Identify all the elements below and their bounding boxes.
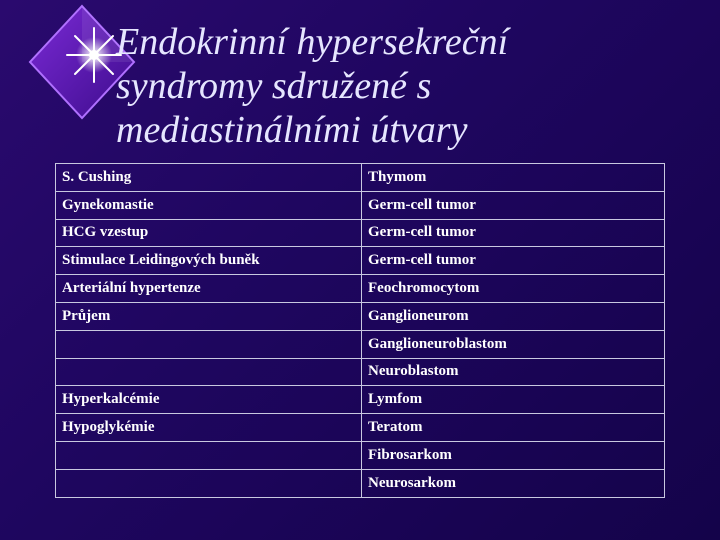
- tumor-cell: Thymom: [362, 164, 665, 192]
- slide-title: [116, 20, 706, 152]
- table-row: [56, 191, 665, 219]
- syndrome-cell: Arteriální hypertenze: [56, 275, 362, 303]
- syndrome-cell: [56, 441, 362, 469]
- title-line-3: mediastinálními útvary: [116, 109, 468, 151]
- title-line-2: syndromy sdružené s: [116, 65, 432, 107]
- title-line-1: Endokrinní hypersekreční: [116, 21, 509, 63]
- table-row: [56, 469, 665, 497]
- syndrome-cell: S. Cushing: [56, 164, 362, 192]
- syndrome-cell: [56, 358, 362, 386]
- syndrome-cell: [56, 469, 362, 497]
- syndrome-cell: Stimulace Leidingových buněk: [56, 247, 362, 275]
- tumor-cell: Teratom: [362, 414, 665, 442]
- tumor-cell: Feochromocytom: [362, 275, 665, 303]
- tumor-cell: Neuroblastom: [362, 358, 665, 386]
- table-row: [56, 247, 665, 275]
- tumor-cell: Germ-cell tumor: [362, 219, 665, 247]
- syndrome-cell: Hyperkalcémie: [56, 386, 362, 414]
- tumor-cell: Fibrosarkom: [362, 441, 665, 469]
- table-row: [56, 441, 665, 469]
- tumor-cell: Ganglioneurom: [362, 302, 665, 330]
- table-row: [56, 302, 665, 330]
- syndromes-table: [55, 163, 665, 498]
- tumor-cell: Neurosarkom: [362, 469, 665, 497]
- table-row: [56, 358, 665, 386]
- syndrome-cell: HCG vzestup: [56, 219, 362, 247]
- table-row: [56, 386, 665, 414]
- syndrome-cell: Průjem: [56, 302, 362, 330]
- tumor-cell: Lymfom: [362, 386, 665, 414]
- table-row: [56, 414, 665, 442]
- table-row: [56, 275, 665, 303]
- table-row: [56, 164, 665, 192]
- tumor-cell: Germ-cell tumor: [362, 247, 665, 275]
- syndrome-cell: Gynekomastie: [56, 191, 362, 219]
- table-row: [56, 330, 665, 358]
- tumor-cell: Germ-cell tumor: [362, 191, 665, 219]
- syndrome-cell: [56, 330, 362, 358]
- syndrome-cell: Hypoglykémie: [56, 414, 362, 442]
- tumor-cell: Ganglioneuroblastom: [362, 330, 665, 358]
- table-row: [56, 219, 665, 247]
